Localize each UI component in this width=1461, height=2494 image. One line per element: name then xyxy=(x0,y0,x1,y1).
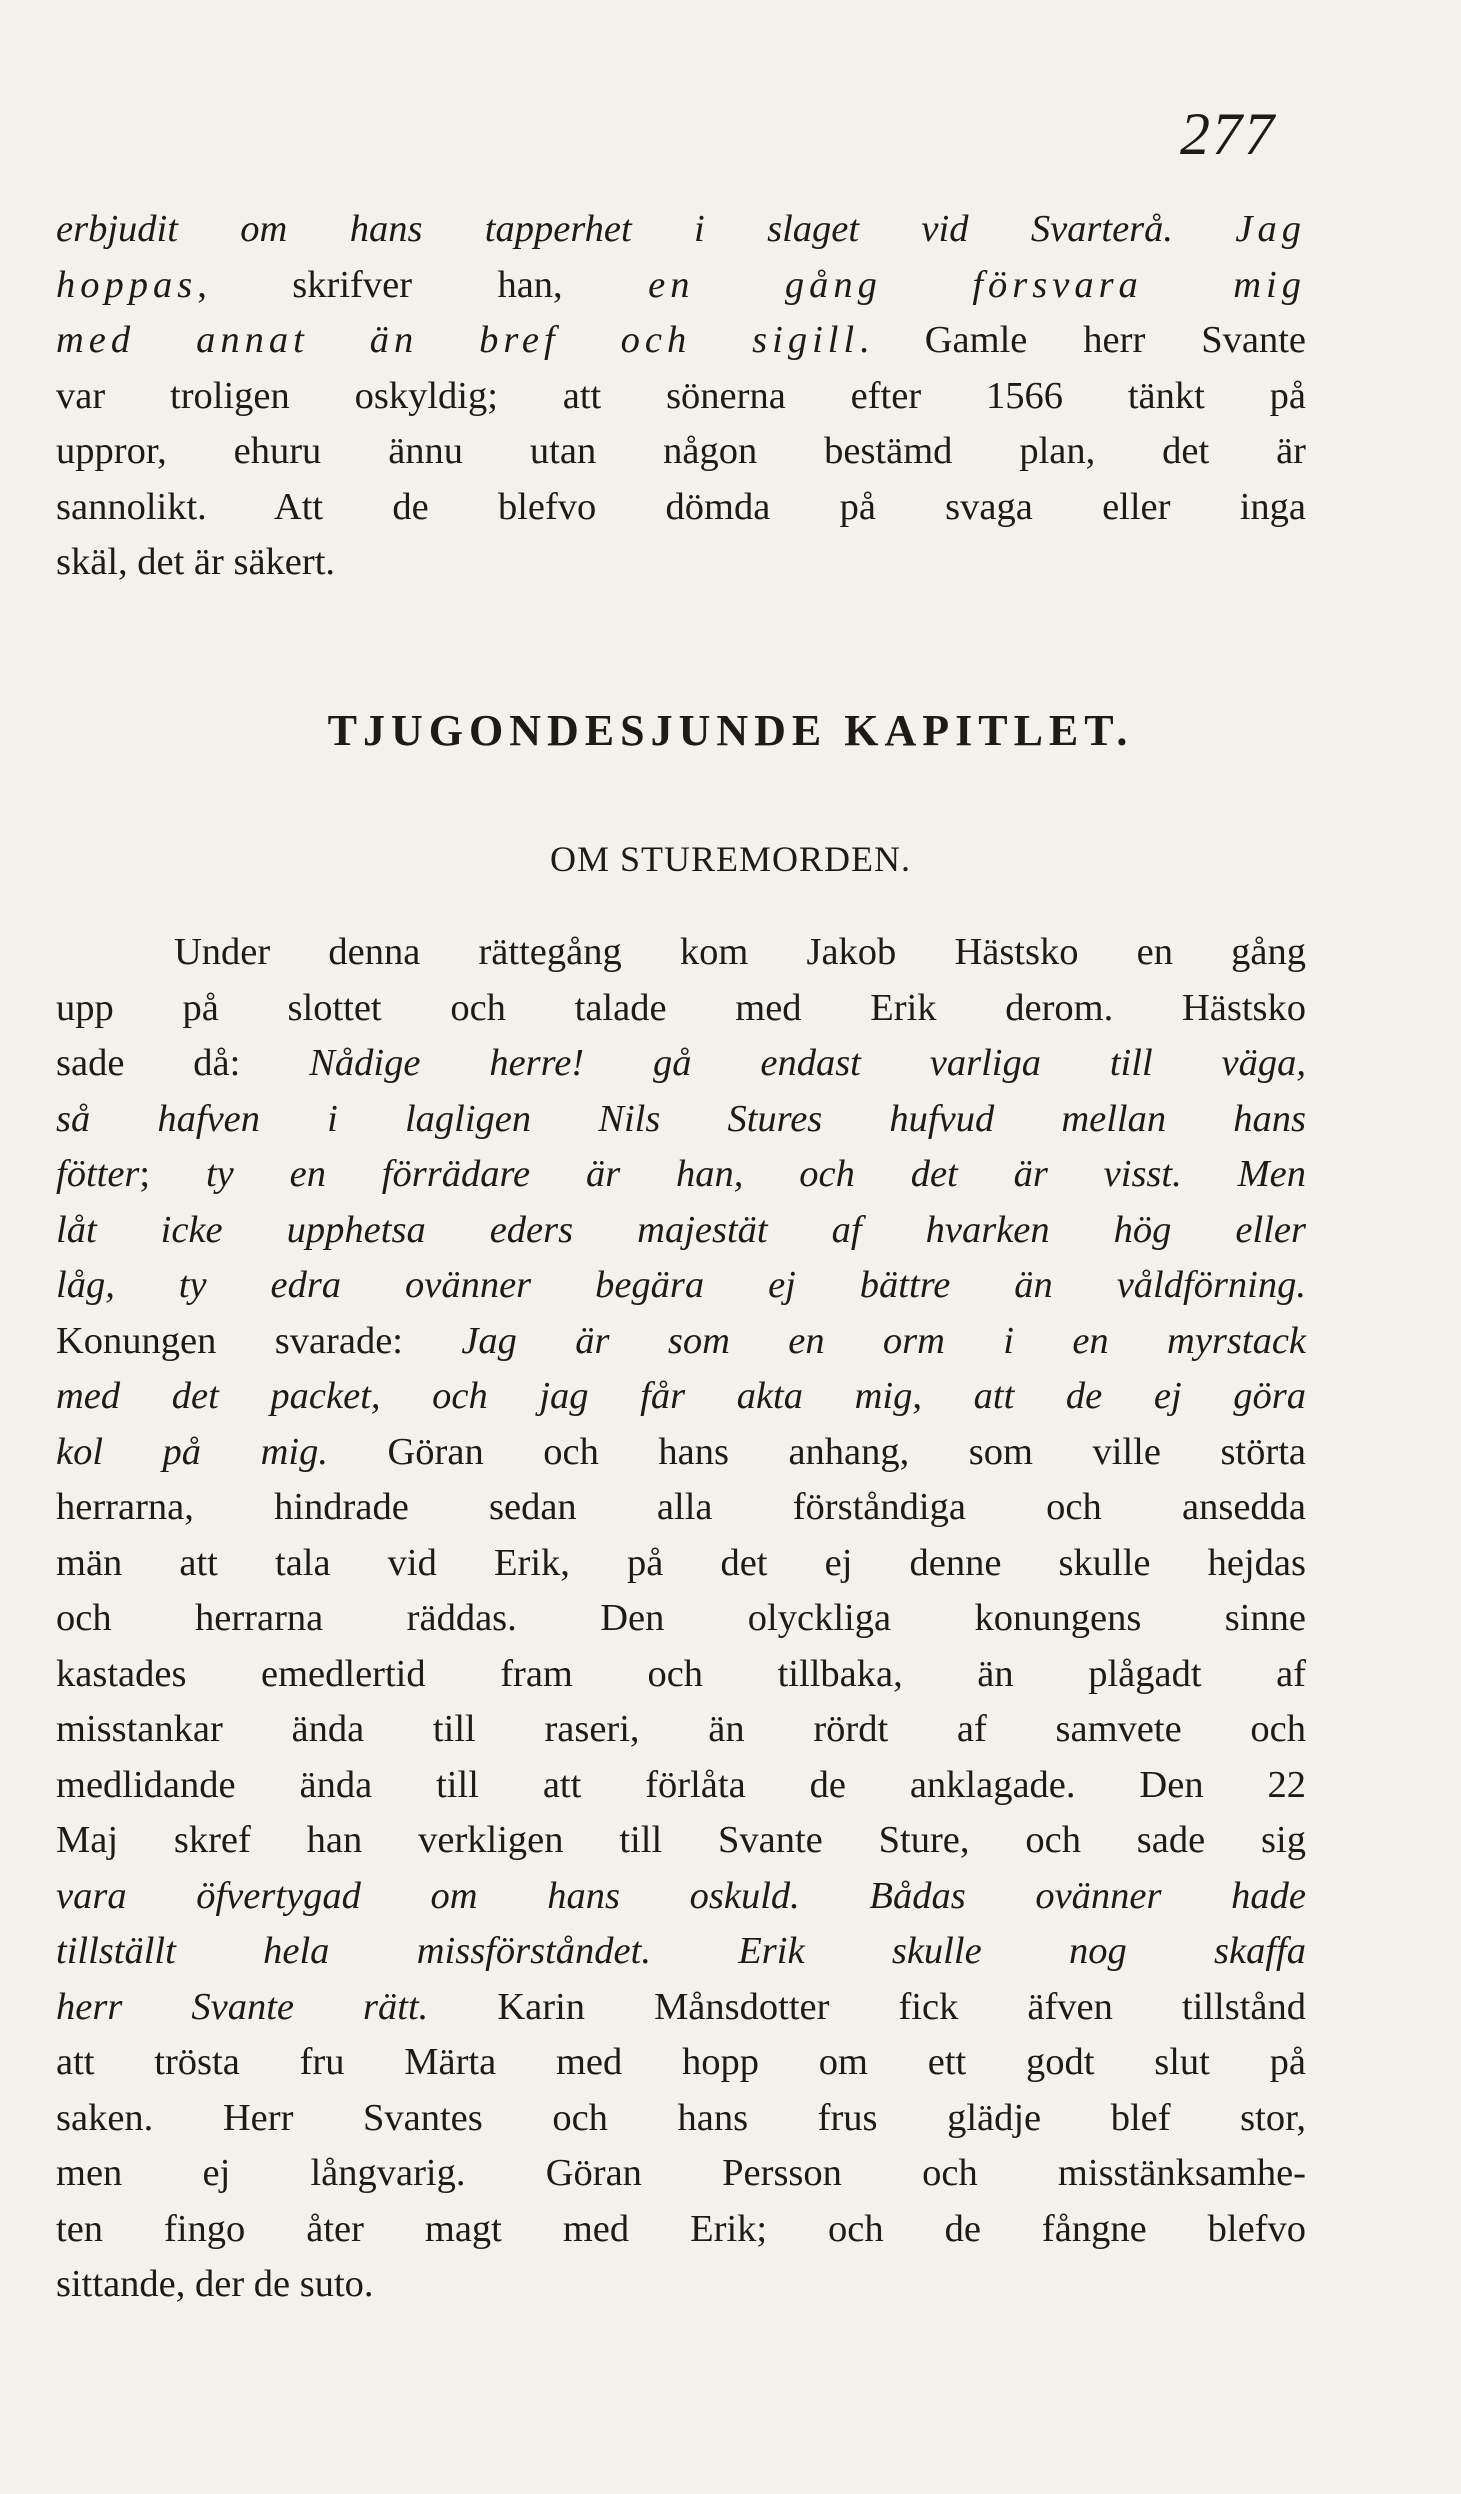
italic-text: Nådige herre! gå endast varliga till väga, xyxy=(309,1042,1306,1084)
italic-text: med annat än bref och sigill xyxy=(56,319,860,361)
text-line xyxy=(56,1591,1306,1647)
paragraph-1 xyxy=(56,202,1306,591)
text-run: upp på slottet och talade med Erik derom. Hästsko xyxy=(56,986,1306,1029)
text-line xyxy=(56,1480,1306,1536)
text-line xyxy=(56,1036,1306,1092)
text-line xyxy=(56,1092,1306,1148)
text-line xyxy=(56,369,1306,425)
italic-text: herr Svante rätt. xyxy=(56,1985,429,2028)
italic-text: kol på mig. xyxy=(56,1430,328,1473)
text-line xyxy=(56,2257,1306,2313)
text-line xyxy=(56,424,1306,480)
text-line xyxy=(56,981,1306,1037)
text-run: Konungen svarade: xyxy=(56,1319,462,1362)
text-line xyxy=(56,2091,1306,2147)
italic-text: en gång försvara mig xyxy=(648,263,1306,306)
text-run: och herrarna räddas. Den olyckliga konungens sinne xyxy=(56,1597,1306,1639)
italic-text: tillställt hela missförståndet. Erik skulle nog skaffa xyxy=(56,1930,1306,1972)
chapter-heading: TJUGONDESJUNDE KAPITLET. xyxy=(327,706,1134,755)
text-run: var troligen oskyldig; att sönerna efter 1566 tänkt på xyxy=(56,374,1306,417)
text-line xyxy=(56,1647,1306,1703)
text-line xyxy=(56,1369,1306,1425)
text-line xyxy=(56,1147,1306,1203)
italic-text: låt icke upphetsa eders majestät af hvarken hög eller xyxy=(56,1208,1306,1251)
text-line xyxy=(56,258,1306,314)
text-line xyxy=(56,2035,1306,2091)
text-line xyxy=(56,1314,1306,1370)
text-line xyxy=(56,925,1306,981)
italic-text: med det packet, och jag får akta mig, att de ej göra xyxy=(56,1375,1306,1417)
italic-text: ty en förrädare är han, och det är visst. Men xyxy=(205,1153,1306,1195)
text-run: . Gamle herr Svante xyxy=(859,319,1306,361)
text-line xyxy=(56,1813,1306,1869)
text-run: skäl, det är säkert. xyxy=(56,541,336,583)
text-run: saken. Herr Svantes och hans frus glädje blef stor, xyxy=(56,2096,1306,2139)
text-run: sade då: xyxy=(56,1042,310,1084)
text-run: Karin Månsdotter fick äfven tillstånd xyxy=(428,1985,1306,2028)
text-line xyxy=(56,535,1306,591)
italic-text: så hafven i lagligen Nils Stures hufvud mellan hans xyxy=(56,1097,1306,1140)
text-line xyxy=(56,1425,1306,1481)
text-line xyxy=(56,1980,1306,2036)
text-run: kastades emedlertid fram och tillbaka, än plågadt af xyxy=(56,1652,1306,1695)
text-line xyxy=(56,2202,1306,2258)
italic-text: Jag är som en orm i en myrstack xyxy=(461,1319,1306,1362)
text-run: , skrifver han, xyxy=(197,263,649,306)
text-line xyxy=(56,1924,1306,1980)
text-line xyxy=(56,2146,1306,2202)
text-line xyxy=(56,1258,1306,1314)
paragraph-2 xyxy=(56,925,1306,2313)
text-line xyxy=(56,202,1306,258)
chapter-subtitle: OM STUREMORDEN. xyxy=(549,839,912,879)
text-run: Under denna rättegång kom Jakob Hästsko en gång xyxy=(174,931,1306,973)
text-run: att trösta fru Märta med hopp om ett godt slut på xyxy=(56,2041,1306,2083)
text-line xyxy=(56,480,1306,536)
text-line xyxy=(56,1203,1306,1259)
italic-text: hoppas xyxy=(56,263,198,306)
text-line xyxy=(56,1869,1306,1925)
text-run: uppror, ehuru ännu utan någon bestämd plan, det är xyxy=(56,430,1306,472)
text-run: misstankar ända till raseri, än rördt af samvete och xyxy=(56,1708,1306,1750)
text-run: sannolikt. Att de blefvo dömda på svaga eller inga xyxy=(56,485,1306,528)
italic-text: vara öfvertygad om hans oskuld. Bådas ovänner hade xyxy=(56,1874,1306,1917)
text-line xyxy=(56,1702,1306,1758)
text-run: ten fingo åter magt med Erik; och de fångne blefvo xyxy=(56,2207,1306,2250)
italic-text: erbjudit om hans tapperhet i slaget vid Svarterå. xyxy=(56,208,1236,250)
text-run: män att tala vid Erik, på det ej denne skulle hejdas xyxy=(56,1541,1306,1584)
text-line xyxy=(56,1536,1306,1592)
text-line xyxy=(56,1758,1306,1814)
italic-text: Jag xyxy=(1235,208,1306,250)
page-number: 277 xyxy=(1180,101,1276,167)
text-run: medlidande ända till att förlåta de anklagade. Den 22 xyxy=(56,1763,1306,1806)
italic-text: fötter xyxy=(56,1153,140,1195)
text-run: men ej långvarig. Göran Persson och misstänksamhe- xyxy=(56,2152,1306,2194)
text-run: Göran och hans anhang, som ville störta xyxy=(327,1430,1306,1473)
text-run: herrarna, hindrade sedan alla förståndiga och ansedda xyxy=(56,1486,1306,1528)
text-run: Maj skref han verkligen till Svante Sture, och sade sig xyxy=(56,1819,1306,1861)
text-run: sittande, der de suto. xyxy=(56,2263,374,2305)
text-line xyxy=(56,313,1306,369)
italic-text: låg, ty edra ovänner begära ej bättre än våldförning. xyxy=(56,1264,1306,1306)
text-run: ; xyxy=(139,1153,206,1195)
